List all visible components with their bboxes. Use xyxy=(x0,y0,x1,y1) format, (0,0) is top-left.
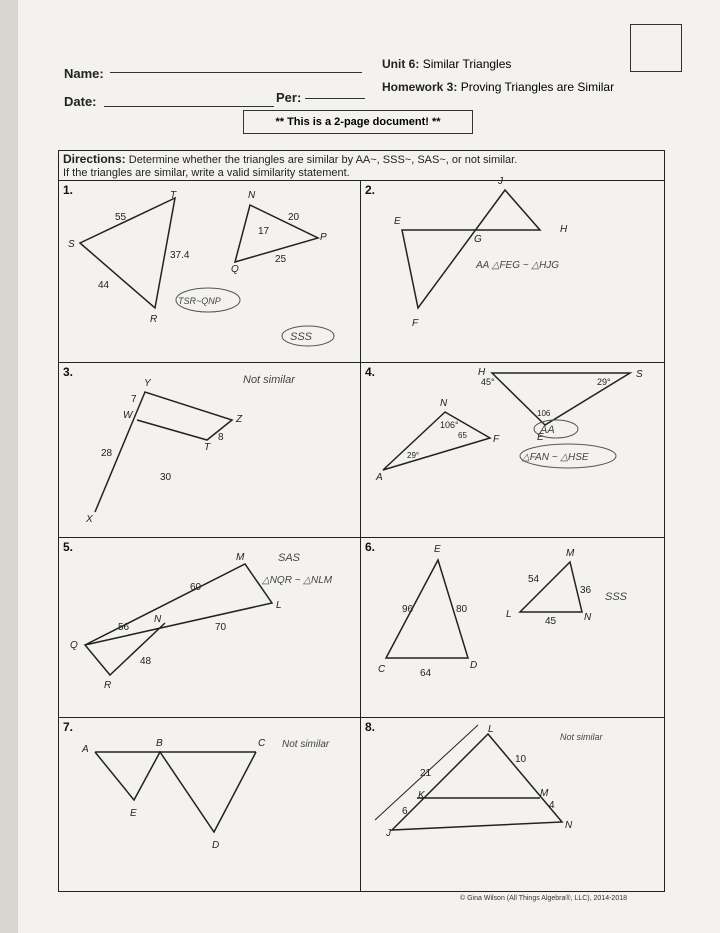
svg-text:S: S xyxy=(636,369,643,380)
svg-text:K: K xyxy=(418,790,425,801)
figure-8 xyxy=(392,734,562,830)
homework-title: Proving Triangles are Similar xyxy=(460,80,615,94)
figure-3 xyxy=(95,392,232,512)
answer-2: AA △FEG ~ △HJG xyxy=(476,260,560,271)
figure-2 xyxy=(402,190,540,308)
svg-text:106: 106 xyxy=(537,409,551,418)
svg-text:T: T xyxy=(170,190,177,201)
svg-text:Q: Q xyxy=(231,264,239,275)
svg-text:6: 6 xyxy=(402,806,408,817)
svg-text:M: M xyxy=(540,788,549,799)
svg-text:48: 48 xyxy=(140,656,152,667)
svg-text:106°: 106° xyxy=(440,420,459,430)
svg-text:N: N xyxy=(154,614,162,625)
svg-text:10: 10 xyxy=(515,754,527,765)
problem-4-number: 4. xyxy=(365,365,376,379)
svg-text:Z: Z xyxy=(236,414,243,425)
svg-text:G: G xyxy=(474,234,482,245)
unit-label: Unit 6: xyxy=(382,57,420,71)
work-4: △FAN ~ △HSE xyxy=(522,452,589,463)
problem-8-number: 8. xyxy=(365,720,376,734)
svg-text:64: 64 xyxy=(420,668,432,679)
svg-text:37.4: 37.4 xyxy=(170,250,190,261)
svg-text:L: L xyxy=(488,724,494,735)
svg-text:E: E xyxy=(434,544,441,555)
svg-text:R: R xyxy=(150,314,158,325)
figure-5 xyxy=(85,564,272,675)
svg-text:E: E xyxy=(537,432,544,443)
svg-text:60: 60 xyxy=(190,582,202,593)
svg-text:25: 25 xyxy=(275,254,287,265)
svg-text:H: H xyxy=(560,224,568,235)
directions-label: Directions: xyxy=(63,152,126,166)
figure-7 xyxy=(95,752,256,832)
svg-text:F: F xyxy=(412,318,419,329)
svg-text:28: 28 xyxy=(101,448,113,459)
svg-text:55: 55 xyxy=(115,212,127,223)
svg-text:45: 45 xyxy=(545,616,557,627)
svg-text:L: L xyxy=(506,609,512,620)
svg-text:S: S xyxy=(68,239,75,250)
svg-text:A: A xyxy=(82,744,89,755)
problem-6-number: 6. xyxy=(365,540,376,554)
problem-1-number: 1. xyxy=(63,183,74,197)
problem-5-number: 5. xyxy=(63,540,74,554)
answer-7: Not similar xyxy=(282,739,330,750)
svg-text:N: N xyxy=(584,612,592,623)
unit-title: Similar Triangles xyxy=(422,57,512,71)
problem-2-number: 2. xyxy=(365,183,376,197)
answer-1: SSS xyxy=(290,331,313,343)
svg-text:E: E xyxy=(394,216,401,227)
triangle-nfa xyxy=(383,412,490,470)
svg-text:45°: 45° xyxy=(481,377,495,387)
svg-text:36: 36 xyxy=(580,585,592,596)
svg-text:W: W xyxy=(123,410,133,421)
svg-text:B: B xyxy=(156,738,163,749)
svg-text:29°: 29° xyxy=(407,451,420,460)
directions-text-2: If the triangles are similar, write a valid similarity statement. xyxy=(63,167,350,179)
svg-text:4: 4 xyxy=(549,800,555,811)
svg-text:C: C xyxy=(378,664,386,675)
answer-6: SSS xyxy=(605,591,628,603)
svg-text:7: 7 xyxy=(131,394,137,405)
svg-text:96: 96 xyxy=(402,604,414,615)
answer-3: Not similar xyxy=(243,374,295,386)
svg-text:54: 54 xyxy=(528,574,540,585)
triangle-str xyxy=(80,198,175,308)
answer-8: Not similar xyxy=(560,732,603,742)
svg-text:65: 65 xyxy=(458,431,467,440)
svg-text:A: A xyxy=(376,472,383,483)
svg-text:P: P xyxy=(320,232,327,243)
svg-text:M: M xyxy=(566,548,575,559)
svg-text:C: C xyxy=(258,738,266,749)
svg-text:T: T xyxy=(204,442,211,453)
svg-text:N: N xyxy=(440,398,448,409)
svg-text:E: E xyxy=(130,808,137,819)
work-5: △NQR ~ △NLM xyxy=(262,575,333,586)
svg-text:N: N xyxy=(565,820,573,831)
svg-text:M: M xyxy=(236,552,245,563)
answer-4: AA xyxy=(540,424,555,436)
svg-text:56: 56 xyxy=(118,622,130,633)
answer-5: SAS xyxy=(278,552,301,564)
svg-text:X: X xyxy=(86,514,93,525)
svg-text:N: N xyxy=(248,190,256,201)
per-label: Per: xyxy=(276,90,302,105)
svg-text:R: R xyxy=(104,680,112,691)
svg-text:Q: Q xyxy=(70,640,78,651)
svg-text:20: 20 xyxy=(288,212,300,223)
problem-7-number: 7. xyxy=(63,720,74,734)
svg-text:J: J xyxy=(386,828,391,839)
svg-text:29°: 29° xyxy=(597,377,611,387)
date-label: Date: xyxy=(64,94,97,109)
work-1: TSR~QNP xyxy=(178,296,221,306)
svg-text:17: 17 xyxy=(258,226,270,237)
homework-label: Homework 3: xyxy=(382,80,458,94)
svg-text:D: D xyxy=(470,660,478,671)
svg-text:L: L xyxy=(276,600,282,611)
problem-3-number: 3. xyxy=(63,365,74,379)
svg-text:21: 21 xyxy=(420,768,432,779)
svg-text:Y: Y xyxy=(144,378,151,389)
footer-copyright: © Gina Wilson (All Things Algebra®, LLC), 2014-2018 xyxy=(460,895,627,902)
svg-text:J: J xyxy=(498,176,503,187)
svg-text:8: 8 xyxy=(218,432,224,443)
triangle-mln xyxy=(520,562,582,612)
name-label: Name: xyxy=(64,66,104,81)
svg-text:70: 70 xyxy=(215,622,227,633)
svg-text:30: 30 xyxy=(160,472,172,483)
notice-text: ** This is a 2-page document! ** xyxy=(275,116,441,128)
svg-text:44: 44 xyxy=(98,280,110,291)
directions-text-1: Determine whether the triangles are similar by AA~, SSS~, SAS~, or not similar. xyxy=(128,154,518,166)
svg-text:F: F xyxy=(493,434,500,445)
svg-text:80: 80 xyxy=(456,604,468,615)
svg-text:H: H xyxy=(478,367,486,378)
svg-text:D: D xyxy=(212,840,220,851)
